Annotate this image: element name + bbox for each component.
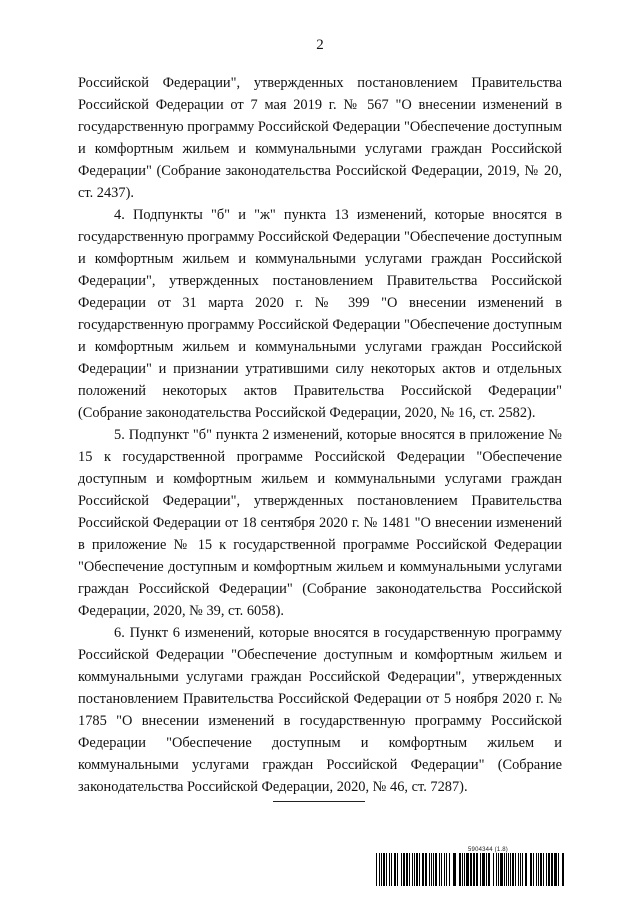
barcode-code-text: 5904344 (1.8)	[468, 847, 508, 853]
document-body	[78, 72, 562, 798]
end-divider-line	[273, 801, 365, 802]
paragraph-item-4: 4. Подпункты "б" и "ж" пункта 13 изменений, которые вносятся в государственную программу Российской Федерации "Обеспечение доступным и комфортным жильем и коммунальными услугами граждан Российской Федерации", утвержденных постановлением Правительства Российской Федерации от 31 марта 2020 г. № 399 "О внесении изменений в государственную программу Российской Федерации "Обеспечение доступным и комфортным жильем и коммунальными услугами граждан Российской Федерации" и признании утратившими силу некоторых актов и отдельных положений некоторых актов Правительства Российской Федерации" (Собрание законодательства Российской Федерации, 2020, № 16, ст. 2582).	[78, 207, 562, 421]
paragraph-item-6: 6. Пункт 6 изменений, которые вносятся в государственную программу Российской Федерации "Обеспечение доступным и комфортным жильем и коммунальными услугами граждан Российской Федерации", утвержденных постановлением Правительства Российской Федерации от 5 ноября 2020 г. № 1785 "О внесении изменений в государственную программу Российской Федерации "Обеспечение доступным и комфортным жильем и коммунальными услугами граждан Российской Федерации" (Собрание законодательства Российской Федерации, 2020, № 46, ст. 7287).	[78, 625, 562, 795]
barcode-image	[376, 853, 564, 886]
page-number: 2	[316, 37, 324, 53]
paragraph-continuation: Российской Федерации", утвержденных постановлением Правительства Российской Федерации от 7 мая 2019 г. № 567 "О внесении изменений в государственную программу Российской Федерации "Обеспечение доступным и комфортным жильем и коммунальными услугами граждан Российской Федерации" (Собрание законодательства Российской Федерации, 2019, № 20, ст. 2437).	[78, 75, 562, 201]
paragraph-item-5: 5. Подпункт "б" пункта 2 изменений, которые вносятся в приложение № 15 к государственной программе Российской Федерации "Обеспечение доступным и комфортным жильем и коммунальными услугами граждан Российской Федерации", утвержденных постановлением Правительства Российской Федерации от 18 сентября 2020 г. № 1481 "О внесении изменений в приложение № 15 к государственной программе Российской Федерации "Обеспечение доступным и комфортным жильем и коммунальными услугами граждан Российской Федерации" (Собрание законодательства Российской Федерации, 2020, № 39, ст. 6058).	[78, 427, 562, 619]
